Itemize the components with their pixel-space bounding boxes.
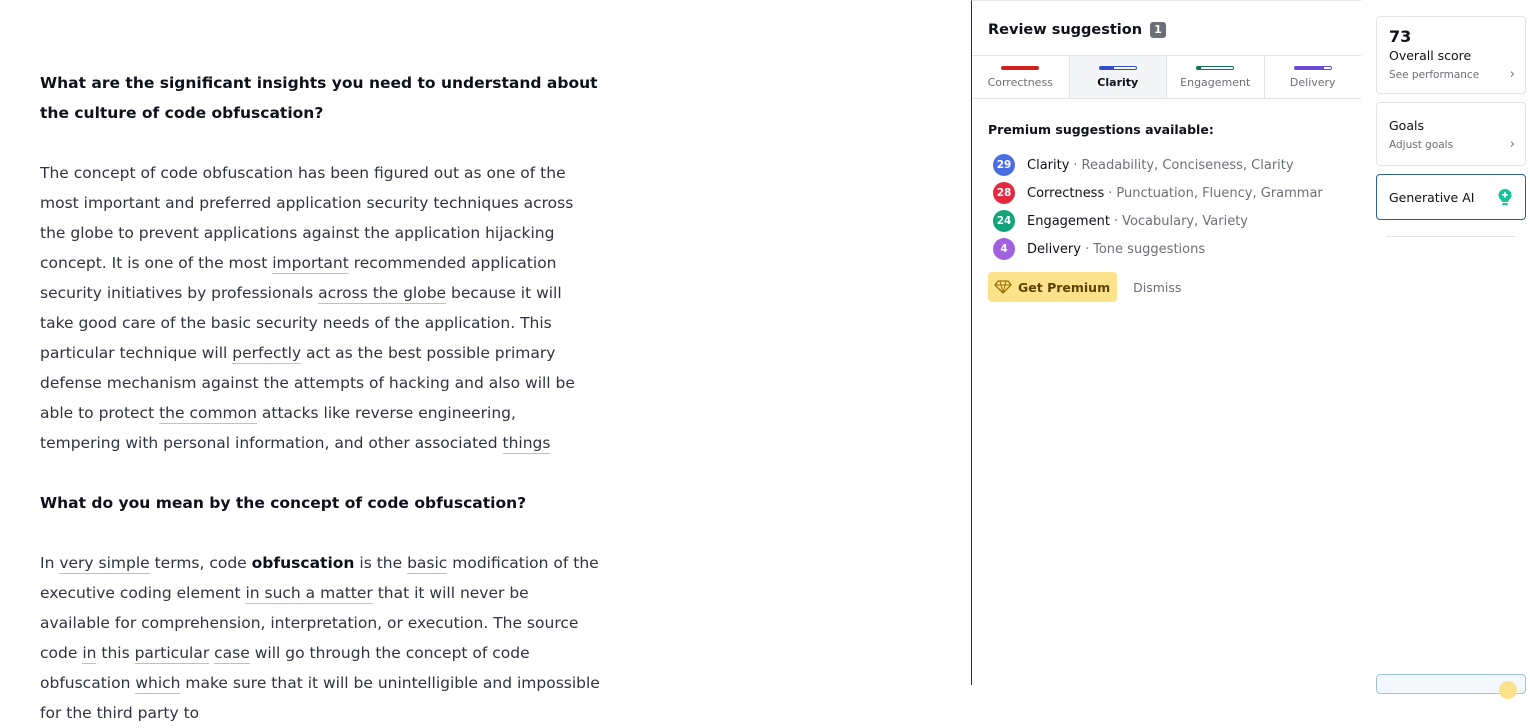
get-premium-label: Get Premium: [1018, 279, 1111, 295]
category-name: Clarity: [1027, 157, 1070, 173]
text: because it will take good care of the basic security needs of the application. This particular technique will: [40, 284, 562, 362]
suggestion-underline[interactable]: across the globe: [318, 284, 447, 302]
tab-clarity[interactable]: [1070, 56, 1168, 98]
category-name: Engagement: [1027, 213, 1110, 229]
text: make sure that it will be unintelligible and impossible for the third party to: [40, 674, 600, 722]
suggestion-underline[interactable]: particular: [134, 644, 210, 662]
text: modification of the executive coding element: [40, 554, 599, 602]
suggestion-underline[interactable]: the common: [159, 404, 257, 422]
category-name: Delivery: [1027, 241, 1081, 257]
category-description: Tone suggestions: [1093, 241, 1206, 257]
text: that it will never be available for comprehension, interpretation, or execution. The source code: [40, 584, 579, 662]
lightbulb-icon: [1497, 188, 1513, 206]
score-bar: [1001, 66, 1039, 70]
score-bar: [1099, 66, 1137, 70]
document-editor[interactable]: [40, 68, 600, 728]
suggestion-underline[interactable]: important: [272, 254, 349, 272]
category-description: Readability, Conciseness, Clarity: [1081, 157, 1294, 173]
score-bar: [1294, 66, 1332, 70]
generative-ai-button[interactable]: [1376, 174, 1526, 220]
count-badge: 24: [993, 210, 1015, 232]
heading-2: What do you mean by the concept of code obfuscation?: [40, 494, 527, 512]
score-bar: [1196, 66, 1234, 70]
tab-label: Correctness: [987, 75, 1053, 89]
paragraph-2[interactable]: [40, 548, 600, 728]
text: act as the best possible primary defense mechanism against the attempts of hacking and also will be able to protect: [40, 344, 575, 422]
text: will go through the concept of code obfuscation: [40, 644, 530, 692]
suggestion-underline[interactable]: things: [502, 434, 551, 452]
count-badge: 28: [993, 182, 1015, 204]
suggestion-underline[interactable]: case: [214, 644, 250, 662]
tab-label: Delivery: [1289, 75, 1336, 89]
tab-engagement[interactable]: [1167, 56, 1265, 98]
review-title: Review suggestion: [988, 21, 1143, 38]
text: In: [40, 554, 60, 572]
separator: ·: [1073, 157, 1078, 173]
review-panel: [971, 0, 1361, 685]
get-premium-button[interactable]: [988, 272, 1117, 302]
overall-score-card[interactable]: [1376, 16, 1526, 94]
suggestion-underline[interactable]: perfectly: [232, 344, 302, 362]
assistant-icon: [1499, 681, 1517, 699]
goals-card[interactable]: [1376, 102, 1526, 166]
right-sidebar: [1361, 0, 1530, 685]
category-description: Vocabulary, Variety: [1122, 213, 1248, 229]
goals-label: Goals: [1389, 118, 1424, 133]
text: is the: [354, 554, 408, 572]
suggestion-underline[interactable]: which: [135, 674, 181, 692]
suggestion-count-badge: 1: [1150, 22, 1166, 38]
sidebar-divider: [1386, 236, 1515, 237]
chevron-right-icon: ›: [1509, 67, 1515, 82]
suggestion-underline[interactable]: very simple: [59, 554, 150, 572]
diamond-icon: [994, 280, 1012, 294]
separator: ·: [1108, 185, 1113, 201]
text: attacks like reverse engineering, tempering with personal information, and other associated: [40, 404, 516, 452]
premium-item-correctness: [988, 179, 1361, 207]
suggestion-underline[interactable]: in such a matter: [245, 584, 373, 602]
suggestion-underline[interactable]: basic: [407, 554, 448, 572]
text: terms, code: [149, 554, 252, 572]
heading-1: What are the significant insights you need to understand about the culture of code obfuscation?: [40, 74, 598, 122]
bold-text: obfuscation: [251, 554, 355, 572]
see-performance-link[interactable]: See performance: [1389, 68, 1480, 81]
premium-item-clarity: [988, 151, 1361, 179]
adjust-goals-link[interactable]: Adjust goals: [1389, 138, 1454, 151]
premium-suggestions: [972, 99, 1361, 302]
separator: ·: [1084, 241, 1090, 257]
overall-score-value: 73: [1389, 27, 1412, 46]
count-badge: 4: [993, 238, 1015, 260]
generative-ai-label: Generative AI: [1389, 189, 1475, 205]
tab-label: Engagement: [1180, 75, 1251, 89]
premium-actions: [988, 272, 1361, 302]
overall-score-label: Overall score: [1389, 48, 1472, 63]
premium-title: Premium suggestions available:: [988, 122, 1214, 137]
review-header: [972, 1, 1361, 55]
dismiss-button[interactable]: Dismiss: [1133, 279, 1182, 295]
separator: ·: [1113, 213, 1119, 229]
text: this: [96, 644, 135, 662]
text: The concept of code obfuscation has been figured out as one of the most important and preferred application security techniques across the globe to prevent applications against the application hijacking concept. It is one of the most: [40, 164, 574, 272]
premium-item-delivery: [988, 235, 1361, 263]
category-name: Correctness: [1027, 185, 1105, 201]
tab-delivery[interactable]: [1265, 56, 1362, 98]
count-badge: 29: [993, 154, 1015, 176]
suggestion-underline[interactable]: in: [82, 644, 97, 662]
premium-item-engagement: [988, 207, 1361, 235]
paragraph-1[interactable]: [40, 158, 600, 458]
tab-correctness[interactable]: [972, 56, 1070, 98]
category-tabs: [972, 55, 1361, 99]
chevron-right-icon: ›: [1509, 137, 1515, 152]
text: recommended application security initiatives by professionals: [40, 254, 557, 302]
category-description: Punctuation, Fluency, Grammar: [1116, 185, 1323, 201]
tab-label: Clarity: [1097, 75, 1139, 89]
sidebar-bottom-card[interactable]: [1376, 674, 1526, 694]
